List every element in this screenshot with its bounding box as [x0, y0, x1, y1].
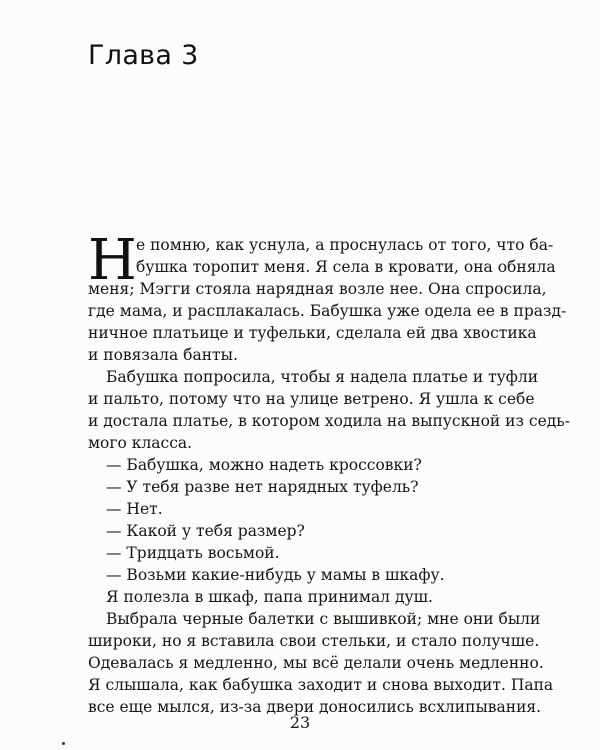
dialogue-line: — Тридцать восьмой.	[106, 544, 280, 562]
dialogue-line: — Нет.	[106, 500, 163, 518]
text-line: е помню, как уснула, а проснулась от того, что ба-	[136, 236, 554, 254]
dialogue-line: — Возьми какие-нибудь у мамы в шкафу.	[106, 566, 445, 584]
text-line: Бабушка попросила, чтобы я надела платье и туфли	[106, 368, 539, 386]
text-line: Я слышала, как бабушка заходит и снова выходит. Папа	[88, 676, 554, 694]
page-number: 23	[289, 713, 311, 732]
text-line: и достала платье, в котором ходила на выпускной из седь-	[88, 412, 570, 430]
text-line: все еще мылся, из-за двери доносились всхлипывания.	[88, 698, 542, 716]
text-line: ничное платьице и туфельки, сделала ей два хвостика	[88, 324, 537, 342]
chapter-title: Глава 3	[88, 40, 199, 71]
text-line: Выбрала черные балетки с вышивкой; мне они были	[106, 610, 541, 628]
text-line: Одевалась я медленно, мы всё делали очень медленно.	[88, 654, 544, 672]
text-line: Я полезла в шкаф, папа принимал душ.	[106, 588, 433, 606]
text-line: и повязала банты.	[88, 346, 238, 364]
text-line: мого класса.	[88, 434, 193, 452]
scan-speck	[62, 742, 65, 745]
text-line: где мама, и расплакалась. Бабушка уже одела ее в празд-	[88, 302, 567, 320]
text-line: меня; Мэгги стояла нарядная возле нее. Она спросила,	[88, 280, 547, 298]
dialogue-line: — Какой у тебя размер?	[106, 522, 305, 540]
dialogue-line: — Бабушка, можно надеть кроссовки?	[106, 456, 422, 474]
text-line: и пальто, потому что на улице ветрено. Я ушла к себе	[88, 390, 535, 408]
text-line: широки, но я вставила свои стельки, и стало получше.	[88, 632, 540, 650]
drop-cap: Н	[88, 228, 137, 293]
dialogue-line: — У тебя разве нет нарядных туфель?	[106, 478, 419, 496]
text-line: бушка торопит меня. Я села в кровати, она обняла	[136, 258, 556, 276]
